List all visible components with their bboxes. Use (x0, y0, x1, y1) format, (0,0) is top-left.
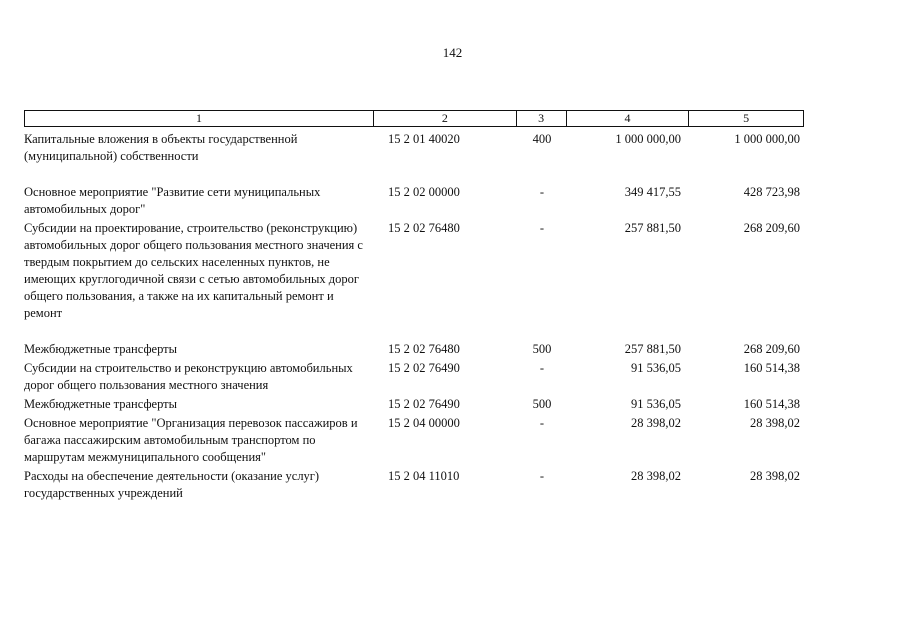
table-row (24, 131, 804, 165)
row-code: 15 2 02 00000 (388, 185, 460, 199)
row-value-2: 160 514,38 (743, 361, 800, 375)
table-row (24, 341, 804, 358)
table-row (24, 360, 804, 394)
row-name: Основное мероприятие "Развитие сети муниципальных автомобильных дорог" (24, 185, 321, 216)
table-row (24, 396, 804, 413)
row-value-1: 91 536,05 (631, 397, 681, 411)
row-value-2: 268 209,60 (743, 221, 800, 235)
row-code: 15 2 02 76490 (388, 361, 460, 375)
row-type: - (539, 469, 545, 483)
table-header (24, 110, 804, 127)
row-value-2: 28 398,02 (750, 469, 800, 483)
row-value-2: 428 723,98 (743, 185, 800, 199)
header-col-1: 1 (25, 111, 374, 126)
table-body (24, 131, 804, 504)
row-code: 15 2 04 11010 (388, 469, 460, 483)
row-name: Субсидии на проектирование, строительство (реконструкцию) автомобильных дорог общего пользования местного значения с твердым покрытием до сельских населенных пунктов, не имеющих круглогодичной связи с сетью автомобильных дорог общего пользования, а также на их капитальный ремонт и ремонт (24, 221, 363, 320)
row-name: Субсидии на строительство и реконструкцию автомобильных дорог общего пользования местного значения (24, 361, 353, 392)
row-value-2: 268 209,60 (743, 342, 800, 356)
row-type: - (539, 416, 545, 430)
table-row (24, 415, 804, 466)
row-value-1: 91 536,05 (631, 361, 681, 375)
row-value-1: 28 398,02 (631, 416, 681, 430)
row-value-2: 1 000 000,00 (734, 132, 800, 146)
header-col-3: 3 (517, 111, 567, 126)
row-value-1: 28 398,02 (631, 469, 681, 483)
table-row (24, 184, 804, 218)
row-code: 15 2 02 76480 (388, 342, 460, 356)
row-type: - (539, 221, 545, 235)
row-code: 15 2 01 40020 (388, 132, 460, 146)
row-name: Межбюджетные трансферты (24, 397, 178, 411)
row-type: 400 (532, 132, 552, 146)
row-name: Межбюджетные трансферты (24, 342, 178, 356)
row-code: 15 2 04 00000 (388, 416, 460, 430)
row-value-1: 1 000 000,00 (615, 132, 681, 146)
row-value-2: 28 398,02 (750, 416, 800, 430)
header-col-4: 4 (567, 111, 690, 126)
row-type: - (539, 185, 545, 199)
row-value-1: 257 881,50 (624, 221, 681, 235)
page-number: 142 (442, 45, 463, 60)
row-name: Расходы на обеспечение деятельности (оказание услуг) государственных учреждений (24, 469, 320, 500)
row-value-1: 349 417,55 (624, 185, 681, 199)
row-type: - (539, 361, 545, 375)
table-row (24, 468, 804, 502)
row-type: 500 (532, 397, 552, 411)
header-col-5: 5 (743, 111, 750, 125)
row-name: Основное мероприятие "Организация перевозок пассажиров и багажа пассажирским автомобильным транспортом по маршрутам межмуниципального сообщения" (24, 416, 358, 464)
row-name: Капитальные вложения в объекты государственной (муниципальной) собственности (24, 132, 298, 163)
row-value-2: 160 514,38 (743, 397, 800, 411)
row-type: 500 (532, 342, 552, 356)
row-value-1: 257 881,50 (624, 342, 681, 356)
table-row (24, 220, 804, 322)
header-col-2: 2 (374, 111, 517, 126)
row-code: 15 2 02 76490 (388, 397, 460, 411)
row-code: 15 2 02 76480 (388, 221, 460, 235)
